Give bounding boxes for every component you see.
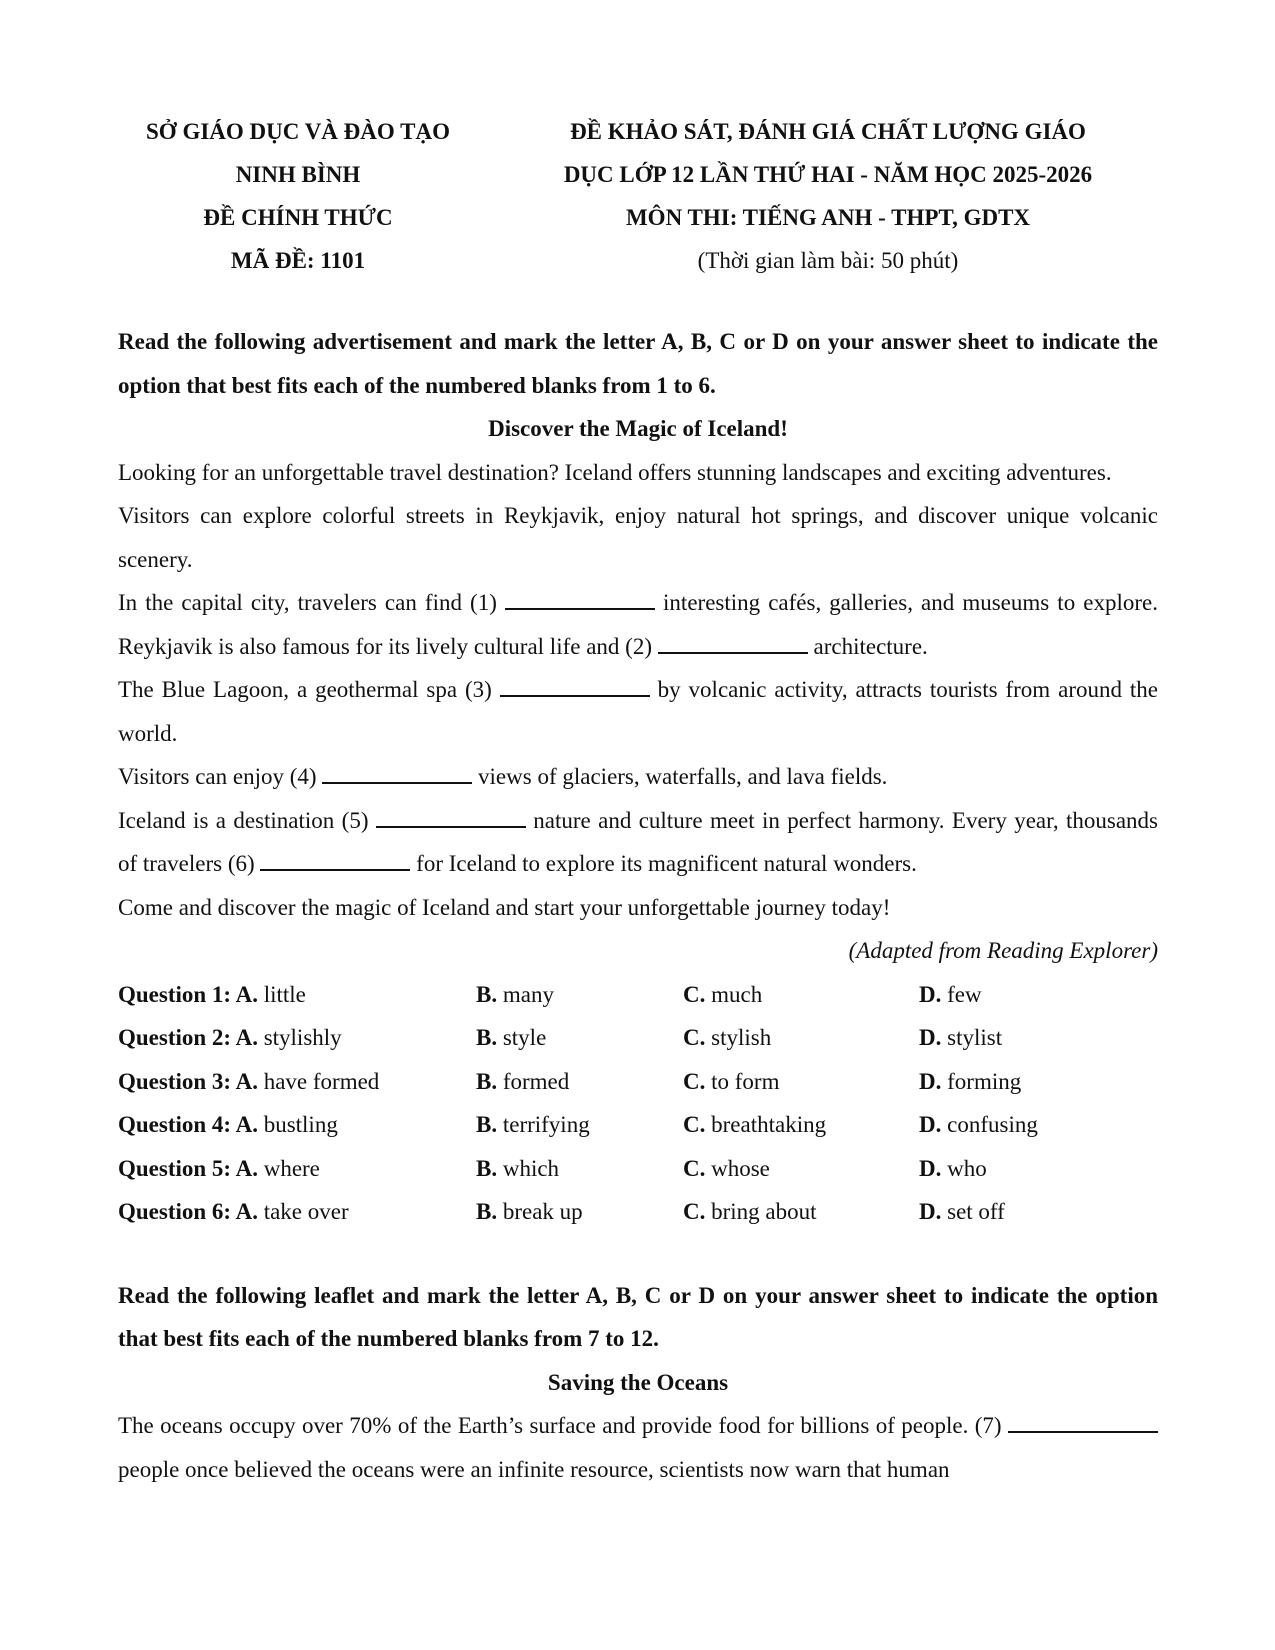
passage-paragraph: The oceans occupy over 70% of the Earth’s surface and provide food for billions of people. (7) people once believed the oceans were an infinite resource, scientists now warn that human: [118, 1404, 1158, 1491]
option-c: bring about: [711, 1199, 817, 1224]
option-d: confusing: [947, 1112, 1038, 1137]
option-c: much: [711, 981, 763, 1007]
exam-header: [118, 110, 1158, 282]
passage-paragraph: In the capital city, travelers can find (1) interesting cafés, galleries, and museums to explore. Reykjavik is also famous for its lively cultural life and (2) architecture.: [118, 590, 1158, 659]
province-name: NINH BÌNH: [235, 162, 361, 187]
option-b: style: [502, 1025, 547, 1050]
section-advertisement: [118, 320, 1158, 1234]
passage-paragraph: Come and discover the magic of Iceland and start your unforgettable journey today!: [118, 894, 891, 920]
question-row: Question 4: A. bustling B. terrifying C. breathtaking D. confusing: [118, 1112, 1038, 1137]
section1-instruction: Read the following advertisement and mark the letter A, B, C or D on your answer sheet to indicate the option that best fits each of the numbered blanks from 1 to 6.: [118, 329, 1158, 398]
option-c: stylish: [711, 1025, 772, 1050]
blank-4: [322, 762, 472, 784]
option-a: have formed: [263, 1068, 380, 1094]
question-label: Question 3:: [118, 1068, 236, 1094]
option-d: set off: [947, 1199, 1005, 1224]
option-d: forming: [947, 1068, 1022, 1094]
blank-6: [260, 849, 410, 871]
question-row: Question 5: A. where B. which C. whose D. who: [118, 1155, 987, 1181]
option-d: who: [947, 1155, 987, 1181]
question-label: Question 2:: [118, 1025, 236, 1050]
question-row: Question 1: A. little B. many C. much D. few: [118, 981, 982, 1007]
exam-code: MÃ ĐỀ: 1101: [230, 248, 366, 273]
department-name: SỞ GIÁO DỤC VÀ ĐÀO TẠO: [146, 119, 450, 144]
exam-title-line2: DỤC LỚP 12 LẦN THỨ HAI - NĂM HỌC 2025-2026: [563, 162, 1093, 187]
passage-paragraph: Looking for an unforgettable travel destination? Iceland offers stunning landscapes and exciting adventures.: [118, 459, 1112, 485]
passage-paragraph: Visitors can explore colorful streets in Reykjavik, enjoy natural hot springs, and discover unique volcanic scenery.: [118, 503, 1158, 572]
option-a: little: [263, 981, 306, 1007]
blank-2: [658, 632, 808, 654]
section2-instruction: Read the following leaflet and mark the letter A, B, C or D on your answer sheet to indicate the option that best fits each of the numbered blanks from 7 to 12.: [118, 1282, 1158, 1351]
section2-title: Saving the Oceans: [547, 1369, 729, 1395]
option-a: bustling: [263, 1112, 338, 1137]
option-b: break up: [502, 1199, 583, 1224]
option-d: few: [947, 981, 982, 1007]
option-a: take over: [263, 1199, 349, 1224]
header-left: [98, 110, 498, 282]
option-c: whose: [711, 1155, 770, 1181]
exam-title-line1: ĐỀ KHẢO SÁT, ĐÁNH GIÁ CHẤT LƯỢNG GIÁO: [570, 119, 1086, 144]
official-label: ĐỀ CHÍNH THỨC: [203, 205, 393, 230]
header-right: [498, 110, 1158, 282]
option-d: stylist: [947, 1025, 1003, 1050]
question-row: Question 6: A. take over B. break up C. bring about D. set off: [118, 1199, 1005, 1224]
option-b: formed: [502, 1068, 570, 1094]
question-list: [118, 973, 1158, 1234]
option-b: which: [502, 1155, 560, 1181]
question-row: Question 2: A. stylishly B. style C. stylish D. stylist: [118, 1025, 1003, 1050]
exam-subject: MÔN THI: TIẾNG ANH - THPT, GDTX: [625, 205, 1031, 230]
exam-page: [118, 110, 1158, 1491]
section1-title: Discover the Magic of Iceland!: [488, 416, 788, 441]
question-label: Question 4:: [118, 1112, 236, 1137]
option-b: many: [502, 981, 554, 1007]
passage-paragraph: Visitors can enjoy (4) views of glaciers, waterfalls, and lava fields.: [118, 764, 888, 789]
section-leaflet: [118, 1274, 1158, 1492]
question-label: Question 6:: [118, 1199, 236, 1224]
option-c: breathtaking: [711, 1112, 827, 1137]
passage-paragraph: The Blue Lagoon, a geothermal spa (3) by volcanic activity, attracts tourists from around the world.: [118, 677, 1158, 746]
question-row: Question 3: A. have formed B. formed C. to form D. forming: [118, 1068, 1022, 1094]
option-a: stylishly: [263, 1025, 342, 1050]
question-label: Question 5:: [118, 1155, 236, 1181]
blank-1: [505, 588, 655, 610]
option-a: where: [263, 1155, 320, 1181]
passage-source: (Adapted from Reading Explorer): [848, 938, 1158, 963]
question-label: Question 1:: [118, 981, 236, 1007]
exam-duration: (Thời gian làm bài: 50 phút): [697, 248, 959, 273]
passage-paragraph: Iceland is a destination (5) nature and culture meet in perfect harmony. Every year, thousands of travelers (6) for Iceland to explore its magnificent natural wonders.: [118, 807, 1158, 876]
option-b: terrifying: [502, 1112, 590, 1137]
blank-7: [1008, 1411, 1158, 1433]
option-c: to form: [711, 1068, 780, 1094]
blank-3: [500, 675, 650, 697]
blank-5: [376, 806, 526, 828]
